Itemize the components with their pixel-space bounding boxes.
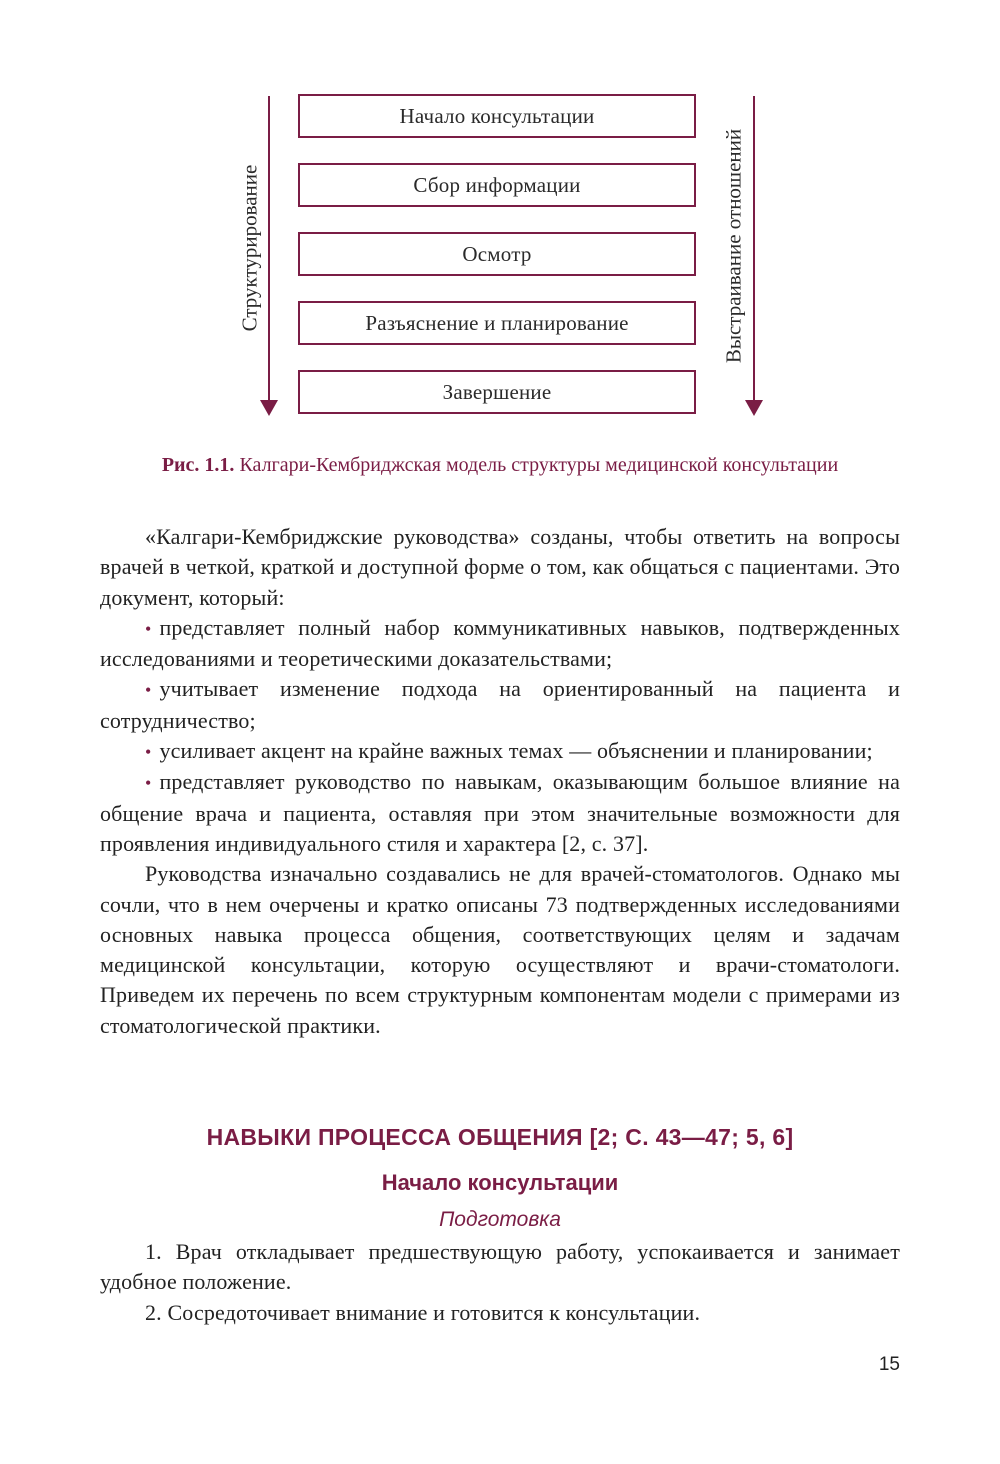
caption-text: Калгари-Кембриджская модель структуры медицинской консультации	[239, 454, 839, 476]
stage-box-opening	[298, 94, 696, 138]
bullet-icon: •	[145, 680, 152, 701]
consultation-model-figure	[0, 0, 1000, 430]
bullet-icon: •	[145, 773, 152, 794]
bullet-item	[100, 613, 900, 675]
stage-box-examination	[298, 232, 696, 276]
left-arrow-line	[268, 96, 270, 402]
bullet-item	[100, 767, 900, 859]
left-arrow-head-icon	[260, 400, 278, 416]
body-text	[100, 522, 900, 1041]
stage-label: Разъяснение и планирование	[365, 310, 629, 335]
bullet-item	[100, 674, 900, 736]
second-paragraph: Руководства изначально создавались не для врачей-стоматологов. Однако мы сочли, что в нем очерчены и кратко описаны 73 подтвержденных исследованиями основных навыка процесса общения, соответствующих целям и задачам медицинской консультации, которую осуществляют и врачи-стоматологи. Приведем их перечень по всем структурным компонентам модели с примерами из стоматологической практики.	[100, 861, 900, 1038]
bullet-item	[100, 736, 900, 767]
stage-box-gathering	[298, 163, 696, 207]
stage-label: Сбор информации	[413, 172, 581, 197]
figure-caption	[150, 452, 850, 479]
intro-paragraph: «Калгари-Кембриджские руководства» созданы, чтобы ответить на вопросы врачей в четкой, краткой и доступной форме о том, как общаться с пациентами. Это документ, который:	[100, 524, 900, 610]
bullet-icon: •	[145, 618, 152, 639]
stage-label: Завершение	[442, 379, 552, 404]
numbered-list	[100, 1237, 900, 1328]
list-item: 1. Врач откладывает предшествующую работу, успокаивается и занимает удобное положение.	[100, 1239, 900, 1295]
stage-label: Осмотр	[462, 241, 532, 266]
stage-label: Начало консультации	[399, 103, 595, 128]
right-arrow-line	[753, 96, 755, 402]
bullet-text: представляет руководство по навыкам, оказывающим большое влияние на общение врача и пациента, оставляя при этом значительные возможности для проявления индивидуального стиля и характера [2, с. 37].	[100, 769, 900, 856]
page-number: 15	[878, 1354, 900, 1375]
subsection-heading: Начало консультации	[381, 1170, 619, 1195]
bullet-text: учитывает изменение подхода на ориентированный на пациента и сотрудничество;	[100, 676, 900, 733]
right-arrow-head-icon	[745, 400, 763, 416]
stage-box-explanation	[298, 301, 696, 345]
caption-label: Рис. 1.1.	[161, 454, 235, 476]
stage-box-closing	[298, 370, 696, 414]
subsubsection-heading: Подготовка	[439, 1208, 561, 1231]
bullet-text: представляет полный набор коммуникативных навыков, подтвержденных исследованиями и теоретическими доказательствами;	[100, 614, 900, 672]
list-item: 2. Сосредоточивает внимание и готовится к консультации.	[145, 1299, 701, 1325]
relationship-building-label: Выстраивание отношений	[721, 128, 746, 364]
bullet-text: усиливает акцент на крайне важных темах — объяснении и планировании;	[159, 738, 873, 764]
bullet-icon: •	[145, 742, 152, 763]
structuring-label: Структурирование	[237, 164, 262, 332]
section-heading: НАВЫКИ ПРОЦЕССА ОБЩЕНИЯ [2; С. 43—47; 5, 6]	[206, 1124, 794, 1150]
